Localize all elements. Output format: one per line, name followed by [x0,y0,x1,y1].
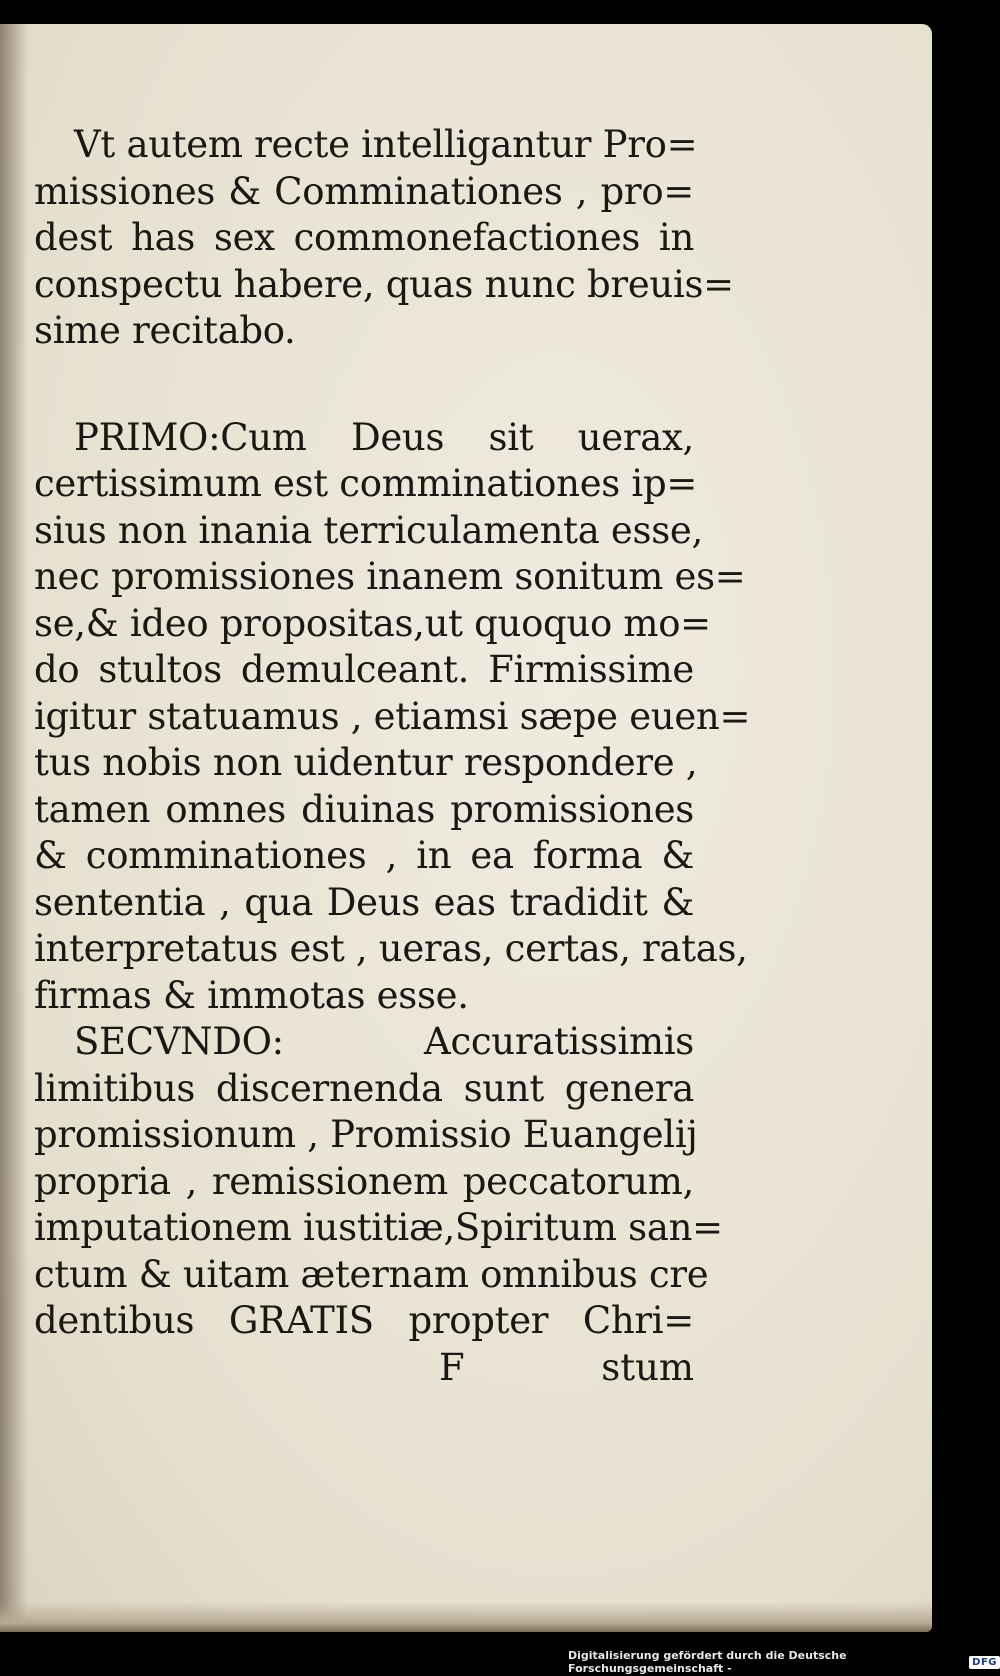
credit-text: Digitalisierung gefördert durch die Deutsche Forschungsgemeinschaft - [568,1649,847,1675]
text-line: ctum & uitam æternam omnibus cre [34,1252,709,1296]
text-line: missiones & Comminationes , pro= [34,169,694,213]
text-line: tamen omnes diuinas promissiones [34,787,694,831]
text-line: igitur statuamus , etiamsi sæpe euen= [34,694,751,738]
text-line: sius non inania terriculamenta esse, [34,508,703,552]
text-line: firmas & immotas esse. [34,973,469,1017]
text-line: dentibus GRATIS propter Chri= [34,1299,694,1342]
signature-mark: F [439,1345,465,1389]
text-line: propria , remissionem peccatorum, [34,1159,694,1203]
catchword: stum [601,1345,694,1389]
text-line: dest has sex commonefactiones in [34,216,694,259]
text-line: se,& ideo propositas,ut quoquo mo= [34,601,711,645]
text-line: imputationem iustitiæ,Spiritum san= [34,1206,723,1249]
text-line: Vt autem recte intelligantur Pro= [74,123,698,166]
text-line: PRIMO:Cum Deus sit uerax, [74,415,694,459]
page-footer-marks [34,1345,694,1392]
book-page [0,24,932,1632]
text-line: nec promissiones inanem sonitum es= [34,555,746,598]
digitization-credit [568,1649,1000,1675]
paragraph-intro [34,122,734,355]
page-text [34,122,751,1391]
dfg-logo: DFG [969,1656,1000,1669]
paragraph-secundo [34,1019,723,1345]
text-line: do stultos demulceant. Firmissime [34,648,694,691]
text-line: sententia , qua Deus eas tradidit & [34,880,694,924]
text-line: SECVNDO: Accuratissimis [74,1020,694,1063]
text-line: conspectu habere, quas nunc breuis= [34,262,734,306]
text-line: tus nobis non uidentur respondere , [34,741,698,784]
text-line: certissimum est comminationes ip= [34,462,698,505]
text-line: sime recitabo. [34,309,296,352]
paragraph-primo [34,415,751,1020]
text-line: limitibus discernenda sunt genera [34,1066,694,1110]
text-line: & comminationes , in ea forma & [34,834,694,877]
text-line: interpretatus est , ueras, certas, ratas, [34,927,748,970]
text-line: promissionum , Promissio Euangelij [34,1113,698,1156]
